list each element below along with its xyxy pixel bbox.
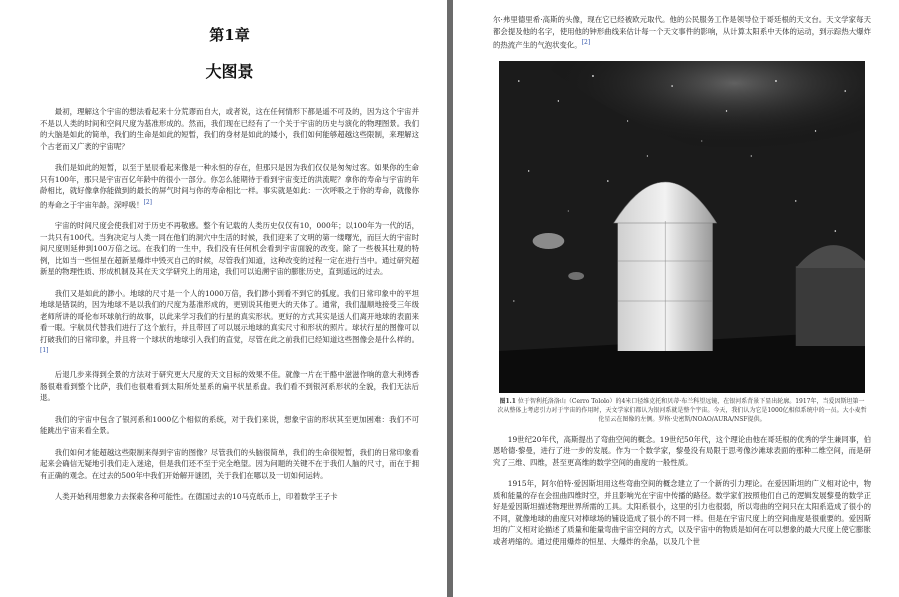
adjacent-building	[796, 266, 865, 346]
caption-number: 图1.1	[499, 397, 516, 405]
paragraph-2	[40, 162, 419, 210]
paragraph-8: 人类开始利用想象力去探索各种可能性。在德国过去的10马克纸币上，印着数学王子卡	[54, 492, 338, 502]
paragraph-2-text: 我们是如此的短暂，以至于星辰看起来像是一种永恒的存在，但那只是因为我们仅仅是匆匆过客。如果你的生命只有100年，那只是宇宙百亿年龄中的很小一部分。你怎么能期待于看到宇宙变迁的洪流呢？拿你的寿命与宇宙的年龄相比，就好像拿你能做到的最长的屏气时间与你的寿命相比一样。事实就是如此：一次呼吸之于你的寿命，就像你的寿命之于宇宙年龄。深呼吸！	[40, 163, 419, 209]
paragraph-r1: 19世纪20年代，高斯提出了弯曲空间的概念。19世纪50年代，这个理论由他在哥廷根的优秀的学生兼同事，伯恩哈德·黎曼，进行了进一步的发展。作为一个数学家，黎曼没有局限于思考像沙滩球表面的那种二维空间，而是研究了三维、四维，甚至更高维的数学空间的曲度的一般性质。	[493, 434, 871, 467]
footnote-ref[interactable]: [1]	[40, 347, 49, 355]
right-page	[453, 0, 899, 597]
paragraph-4-text: 我们又是如此的渺小。地球的尺寸是一个人的1000万倍，我们渺小到看不到它的弧度。我们日常印象中的平坦地球是错误的，因为地球不是以我们的尺度为基准形成的，更别说其他更大的天体了。通常，我们温顺地接受三年级老师所讲的哥伦布环球航行的故事，以此来学习我们的行星的真实形状。更好的方式其实是送人们离开地球的表面来看一眼。宇航员代替我们进行了这个旅行，并且带回了可以展示地球的真实尺寸和形状的照片。球状行星的图像可以打破我们的日常印象，并且将一个球状的地球引入我们的直觉，尽管在此之前我们已经知道这些图像会是什么样的。	[40, 288, 419, 344]
small-magellanic-cloud	[568, 272, 584, 280]
paragraph-continued-text: 尔·弗里德里希·高斯的头像，现在它已经被欧元取代。他的公民服务工作是领导位于哥廷根的天文台。天文学家每天都会提及他的名字，使用他的钟形曲线来估计每一个天文事件的影响，从计算太阳系中天体的运动，到示踪热大爆炸的热流产生的气泡状变化。	[493, 15, 871, 50]
paragraph-6: 我们的宇宙中包含了银河系和1000亿个相似的系统，对于我们来说，想象宇宙的形状其至更加困难：我们不可能跳出宇宙来看全景。	[40, 414, 419, 436]
paragraph-3: 宇宙的时间尺度会使我们对于历史不再敬感。整个有记载的人类历史仅仅有10，000年；以100年为一代的话，一共只有100代。当狗决定与人类一同在他们的洞穴中生活的时候，我们迎来了文明的第一缕曙光，而巨大的宇宙时间尺度则延伸到100万倍之远。在我们的一生中，我们没有任何机会看到宇宙面貌的改变。除了一些极其壮观的特例，比如当一些恒星在超新星爆炸中毁灭自己的时候，尽管我们知道，这种改变的过程一定在进行当中。通过研究超新星的物理性质、形成机制及其在天文学研究上的用途，我们可以追溯宇宙的膨胀历史，直到遥远的过去。	[40, 221, 419, 277]
large-magellanic-cloud	[533, 233, 565, 249]
paragraph-1: 最初，理解这个宇宙的想法看起来十分荒谬而自大，或者说，这在任何情形下都是遥不可及的，因为这个宇宙并不是以人类的时间和空间尺度为基准形成的。然而，我们现在已经有了一个关于宇宙的历史与演化的物理图景。我们的大脑是如此的简单，我们的生命是如此的短暂，我们的身材是如此的矮小，我们如何能够超越这些限制，来理解这个古老而又广袤的宇宙呢？	[40, 107, 419, 151]
paragraph-r2: 1915年，阿尔伯特·爱因斯坦用这些弯曲空间的概念建立了一个新的引力理论。在爱因斯坦的广义相对论中，物质和能量的存在会扭曲四维时空，并且影响光在宇宙中传播的路径。数学家们按照他们自己的逻辑发展黎曼的数学正好是爱因斯坦描述物理世界所需的工具。太阳系很小，这里的引力也很弱，所以弯曲的空间只在太阳系造成了很小的不同，就像地球的曲度只对棒球场的铺设造成了很小的不同一样。但是在宇宙尺度上的空间曲度是很重要的。爱因斯坦的广义相对论描述了质量和能量弯曲宇宙空间的方式，以及宇宙中的物质是如何在可以想象的最大尺度上使它膨胀或者坍缩的。通过使用爆炸的恒星、大爆炸的余晶，以及几个世	[493, 479, 871, 546]
figure-caption	[497, 397, 867, 424]
footnote-ref[interactable]: [2]	[581, 39, 591, 46]
caption-text: 位于智利托洛洛山（Cerro Tololo）的4米口径维克托和贝蒂·布兰科望远镜，在银河系背景下显出轮廓。1917年，当爱因斯坦第一次从整体上考虑引力对于宇宙的作用时，天文学家们都认为银河系就是整个宇宙。今天，我们认为它是1000亿相似系统中的一员。大小麦哲伦星云在图像的左侧。罗格·史密斯/NOAO/AURA/NSF提供。	[497, 397, 867, 423]
observatory-photo	[499, 61, 865, 393]
chapter-title: 大图景	[205, 62, 254, 81]
paragraph-5: 后退几步来得到全景的方法对于研究更大尺度的天文目标的效果不佳。就像一片在干酪中滋滋作响的意大利烤香肠很难看到整个比萨，我们也很难看到太阳所处星系的扁平状星系盘。我们看不到银河系形状的全貌，我们无法后退。	[40, 370, 419, 403]
paragraph-7: 我们如何才能超越这些限制来得到宇宙的图像？尽管我们的头脑很简单，我们的生命很短暂，我们的日常印象看起来会确信无疑地引我们走入迷途，但是我们还不至于完全绝望。因为问题的关键不在于我们人脑的尺寸，而在于拥有正确的观念。在过去的500年中我们开始解开谜团，关于我们在哪以及一切如何运转。	[40, 447, 419, 480]
left-page	[0, 0, 447, 597]
paragraph-continued	[493, 14, 871, 51]
paragraph-4	[40, 288, 419, 359]
observatory-illustration	[499, 61, 865, 393]
footnote-ref[interactable]: [2]	[143, 198, 152, 206]
chapter-number: 第1章	[209, 26, 250, 44]
